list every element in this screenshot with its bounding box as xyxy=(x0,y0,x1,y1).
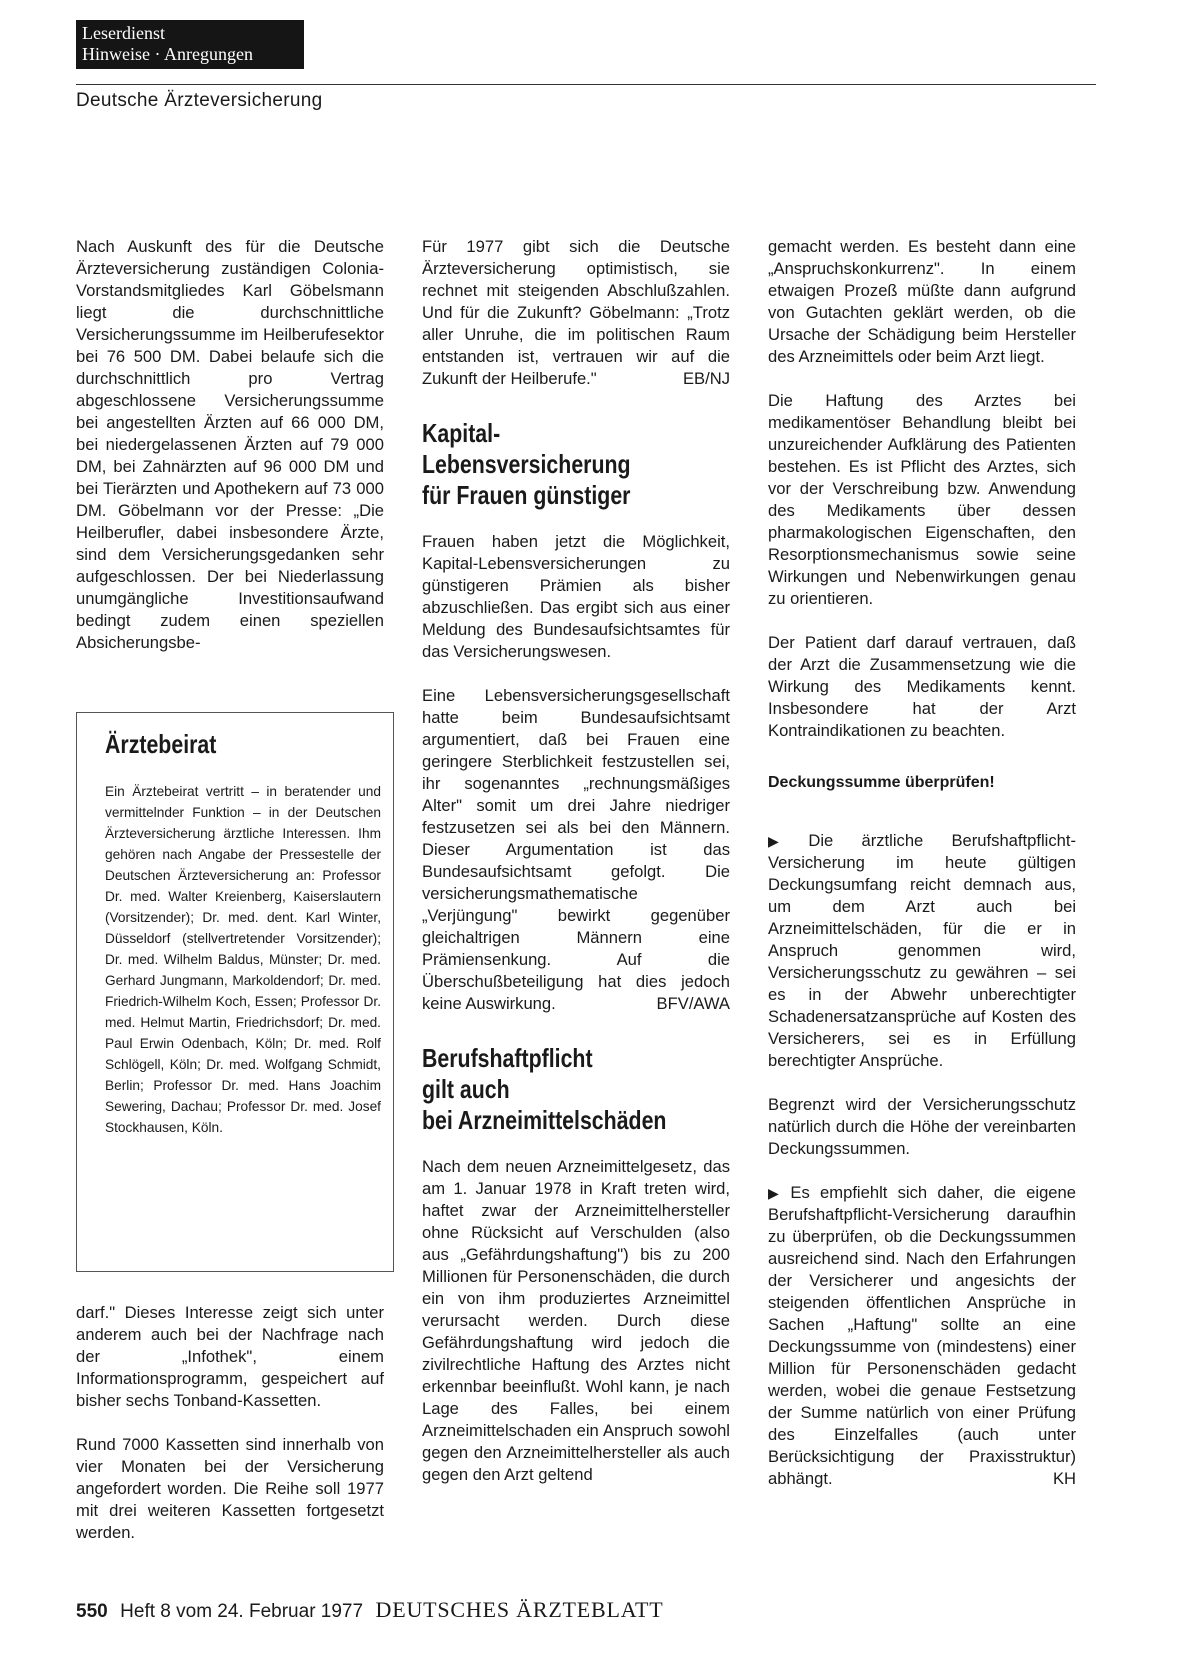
column-3 xyxy=(768,236,1076,1512)
article-paragraph xyxy=(422,685,730,1015)
header-badge xyxy=(76,20,304,69)
paragraph-text: Die ärztliche Berufshaftpflicht-Versicherung im heute gültigen Deckungsumfang reicht demnach aus, um dem Arzt auch bei Arzneimittelschäden, für die er in Anspruch genommen wird, Versicherungsschutz zu gewähren – sei es in der Abwehr unberechtigter Schadenersatzansprüche auf Kosten des Versicherers, sei es in Erfüllung berechtigter Ansprüche. xyxy=(768,831,1076,1070)
headline-berufshaftpflicht xyxy=(422,1043,730,1136)
column-1-bottom xyxy=(76,1302,384,1566)
article-paragraph: Frauen haben jetzt die Möglichkeit, Kapital-Lebensversicherungen zu günstigeren Prämien als bisher abzuschließen. Das ergibt sich aus einer Meldung des Bundesaufsichtsamtes für das Versicherungswesen. xyxy=(422,532,730,661)
headline-line: Kapital- xyxy=(422,418,501,448)
paragraph-text: Für 1977 gibt sich die Deutsche Ärzteversicherung optimistisch, sie rechnet mit steigenden Abschlußzahlen. Und für die Zukunft? Göbelmann: „Trotz aller Unruhe, die im politischen Raum entstanden ist, vertrauen wir auf die Zukunft der Heilberufe." xyxy=(422,237,730,388)
article-paragraph: Nach dem neuen Arzneimittelgesetz, das am 1. Januar 1978 in Kraft treten wird, haftet zwar der Arzneimittelhersteller ohne Rücksicht auf Verschulden (also aus „Gefährdungshaftung") bis zu 200 Millionen für Personenschäden, die durch ein von ihm produziertes Arzneimittel verursacht werden. Durch diese Gefährdungshaftung wird jedoch die zivilrechtliche Haftung des Arztes nicht erkennbar beeinflußt. Wohl kann, je nach Lage des Falles, bei einem Arzneimittelschaden ein Anspruch sowohl gegen den Arzneimittelhersteller als auch gegen den Arzt geltend xyxy=(422,1157,730,1484)
subheading: Deckungssumme überprüfen! xyxy=(768,774,995,791)
headline-line: gilt auch xyxy=(422,1074,510,1104)
column-2 xyxy=(422,236,730,1508)
page-number: 550 xyxy=(76,1601,108,1622)
author-signature: EB/NJ xyxy=(682,369,730,388)
badge-line-1: Leserdienst xyxy=(82,23,165,43)
triangle-bullet-icon: ▶ xyxy=(768,1185,785,1201)
headline-line: für Frauen günstiger xyxy=(422,480,631,510)
headline-line: bei Arzneimittelschäden xyxy=(422,1105,667,1135)
box-title: Ärztebeirat xyxy=(105,729,217,759)
triangle-bullet-icon: ▶ xyxy=(768,833,803,849)
article-paragraph xyxy=(768,830,1076,1072)
article-paragraph: Begrenzt wird der Versicherungsschutz natürlich durch die Höhe der vereinbarten Deckungssummen. xyxy=(768,1095,1076,1158)
article-paragraph: Nach Auskunft des für die Deutsche Ärzteversicherung zuständigen Colonia-Vorstandsmitgliedes Karl Göbelsmann liegt die durchschnittliche Versicherungssumme im Heilberufesektor bei 76 500 DM. Dabei belaufe sich die durchschnittlich pro Vertrag abgeschlossene Versicherungssumme bei angestellten Ärzten auf 66 000 DM, bei niedergelassenen Ärzten auf 79 000 DM, bei Zahnärzten auf 96 000 DM und bei Tierärzten und Apothekern auf 73 000 DM. Göbelmann vor der Presse: „Die Heilberufler, dabei insbesondere Ärzte, sind dem Versicherungsgedanken sehr aufgeschlossen. Der bei Niederlassung unumgängliche Investitionsaufwand bedingt zudem einen speziellen Absicherungsbe- xyxy=(76,237,384,652)
headline-kapital-lebensversicherung xyxy=(422,418,730,511)
magazine-name: DEUTSCHES ÄRZTEBLATT xyxy=(375,1597,664,1622)
article-paragraph: gemacht werden. Es besteht dann eine „Anspruchskonkurrenz". In einem etwaigen Prozeß müßte dann aufgrund von Gutachten geklärt werden, ob die Ursache der Schädigung beim Hersteller des Arzneimittels oder beim Arzt liegt. xyxy=(768,237,1076,366)
author-signature: KH xyxy=(1052,1469,1076,1488)
paragraph-text: Eine Lebensversicherungsgesellschaft hatte beim Bundesaufsichtsamt argumentiert, daß bei Frauen eine geringere Sterblichkeit festzustellen sei, ihr sogenanntes „rechnungsmäßiges Alter" somit um drei Jahre niedriger festzusetzen sei als bei den Männern. Dieser Argumentation ist das Bundesaufsichtsamt gefolgt. Die versicherungsmathematische „Verjüngung" bewirkt gegenüber gleichaltrigen Männern eine Prämiensenkung. Auf die Überschußbeteiligung hat dies jedoch keine Auswirkung. xyxy=(422,686,730,1013)
badge-line-2: Hinweise · Anregungen xyxy=(82,44,253,64)
section-title: Deutsche Ärzteversicherung xyxy=(76,90,323,111)
column-1-top xyxy=(76,236,384,676)
box-text: Ein Ärztebeirat vertritt – in beratender und vermittelnder Funktion – in der Deutschen Ärzteversicherung ärztliche Interessen. Ihm gehören nach Angabe der Pressestelle der Deutschen Ärzteversicherung an: Professor Dr. med. Walter Kreienberg, Kaiserslautern (Vorsitzender); Dr. med. dent. Karl Winter, Düsseldorf (stellvertretender Vorsitzender); Dr. med. Wilhelm Baldus, Münster; Dr. med. Gerhard Jungmann, Markoldendorf; Dr. med. Friedrich-Wilhelm Koch, Essen; Professor Dr. med. Helmut Martin, Friedrichsdorf; Dr. med. Paul Erwin Odenbach, Köln; Dr. med. Rolf Schlögell, Köln; Dr. med. Wolfgang Schmidt, Berlin; Professor Dr. med. Hans Joachim Sewering, Dachau; Professor Dr. med. Josef Stockhausen, Köln. xyxy=(105,784,381,1135)
article-paragraph xyxy=(768,1182,1076,1490)
aerztebeirat-box xyxy=(76,712,394,1272)
headline-line: Berufshaftpflicht xyxy=(422,1043,593,1073)
article-paragraph xyxy=(422,236,730,390)
article-paragraph: Die Haftung des Arztes bei medikamentöser Behandlung bleibt bei unzureichender Aufklärung des Patienten bestehen. Es ist Pflicht des Arztes, sich vor der Verschreibung bzw. Anwendung des Medikaments über dessen pharmakologischen Eigenschaften, den Resorptionsmechanismus sowie seine Wirkungen und Nebenwirkungen genau zu orientieren. xyxy=(768,391,1076,608)
author-signature: BFV/AWA xyxy=(656,994,730,1013)
page-footer xyxy=(76,1597,663,1623)
paragraph-text: Es empfiehlt sich daher, die eigene Berufshaftpflicht-Versicherung daraufhin zu überprüfen, ob die Deckungssummen ausreichend sind. Nach den Erfahrungen der Versicherer und angesichts der steigenden öffentlichen Ansprüche in Sachen „Haftung" sollte an eine Deckungssumme von (mindestens) einer Million für Personenschäden gedacht werden, wobei die genaue Festsetzung der Summe natürlich von einer Prüfung des Einzelfalles (auch unter Berücksichtigung der Praxisstruktur) abhängt. xyxy=(768,1183,1076,1488)
article-paragraph: Rund 7000 Kassetten sind innerhalb von vier Monaten bei der Versicherung angefordert worden. Die Reihe soll 1977 mit drei weiteren Kassetten fortgesetzt werden. xyxy=(76,1435,384,1542)
article-paragraph: Der Patient darf darauf vertrauen, daß der Arzt die Zusammensetzung wie die Wirkung des Medikaments kennt. Insbesondere hat der Arzt Kontraindikationen zu beachten. xyxy=(768,633,1076,740)
headline-line: Lebensversicherung xyxy=(422,449,631,479)
header-rule xyxy=(76,84,1096,85)
article-paragraph: darf." Dieses Interesse zeigt sich unter anderem auch bei der Nachfrage nach der „Infothek", einem Informationsprogramm, gespeichert auf bisher sechs Tonband-Kassetten. xyxy=(76,1303,384,1410)
issue-info: Heft 8 vom 24. Februar 1977 xyxy=(120,1601,364,1622)
